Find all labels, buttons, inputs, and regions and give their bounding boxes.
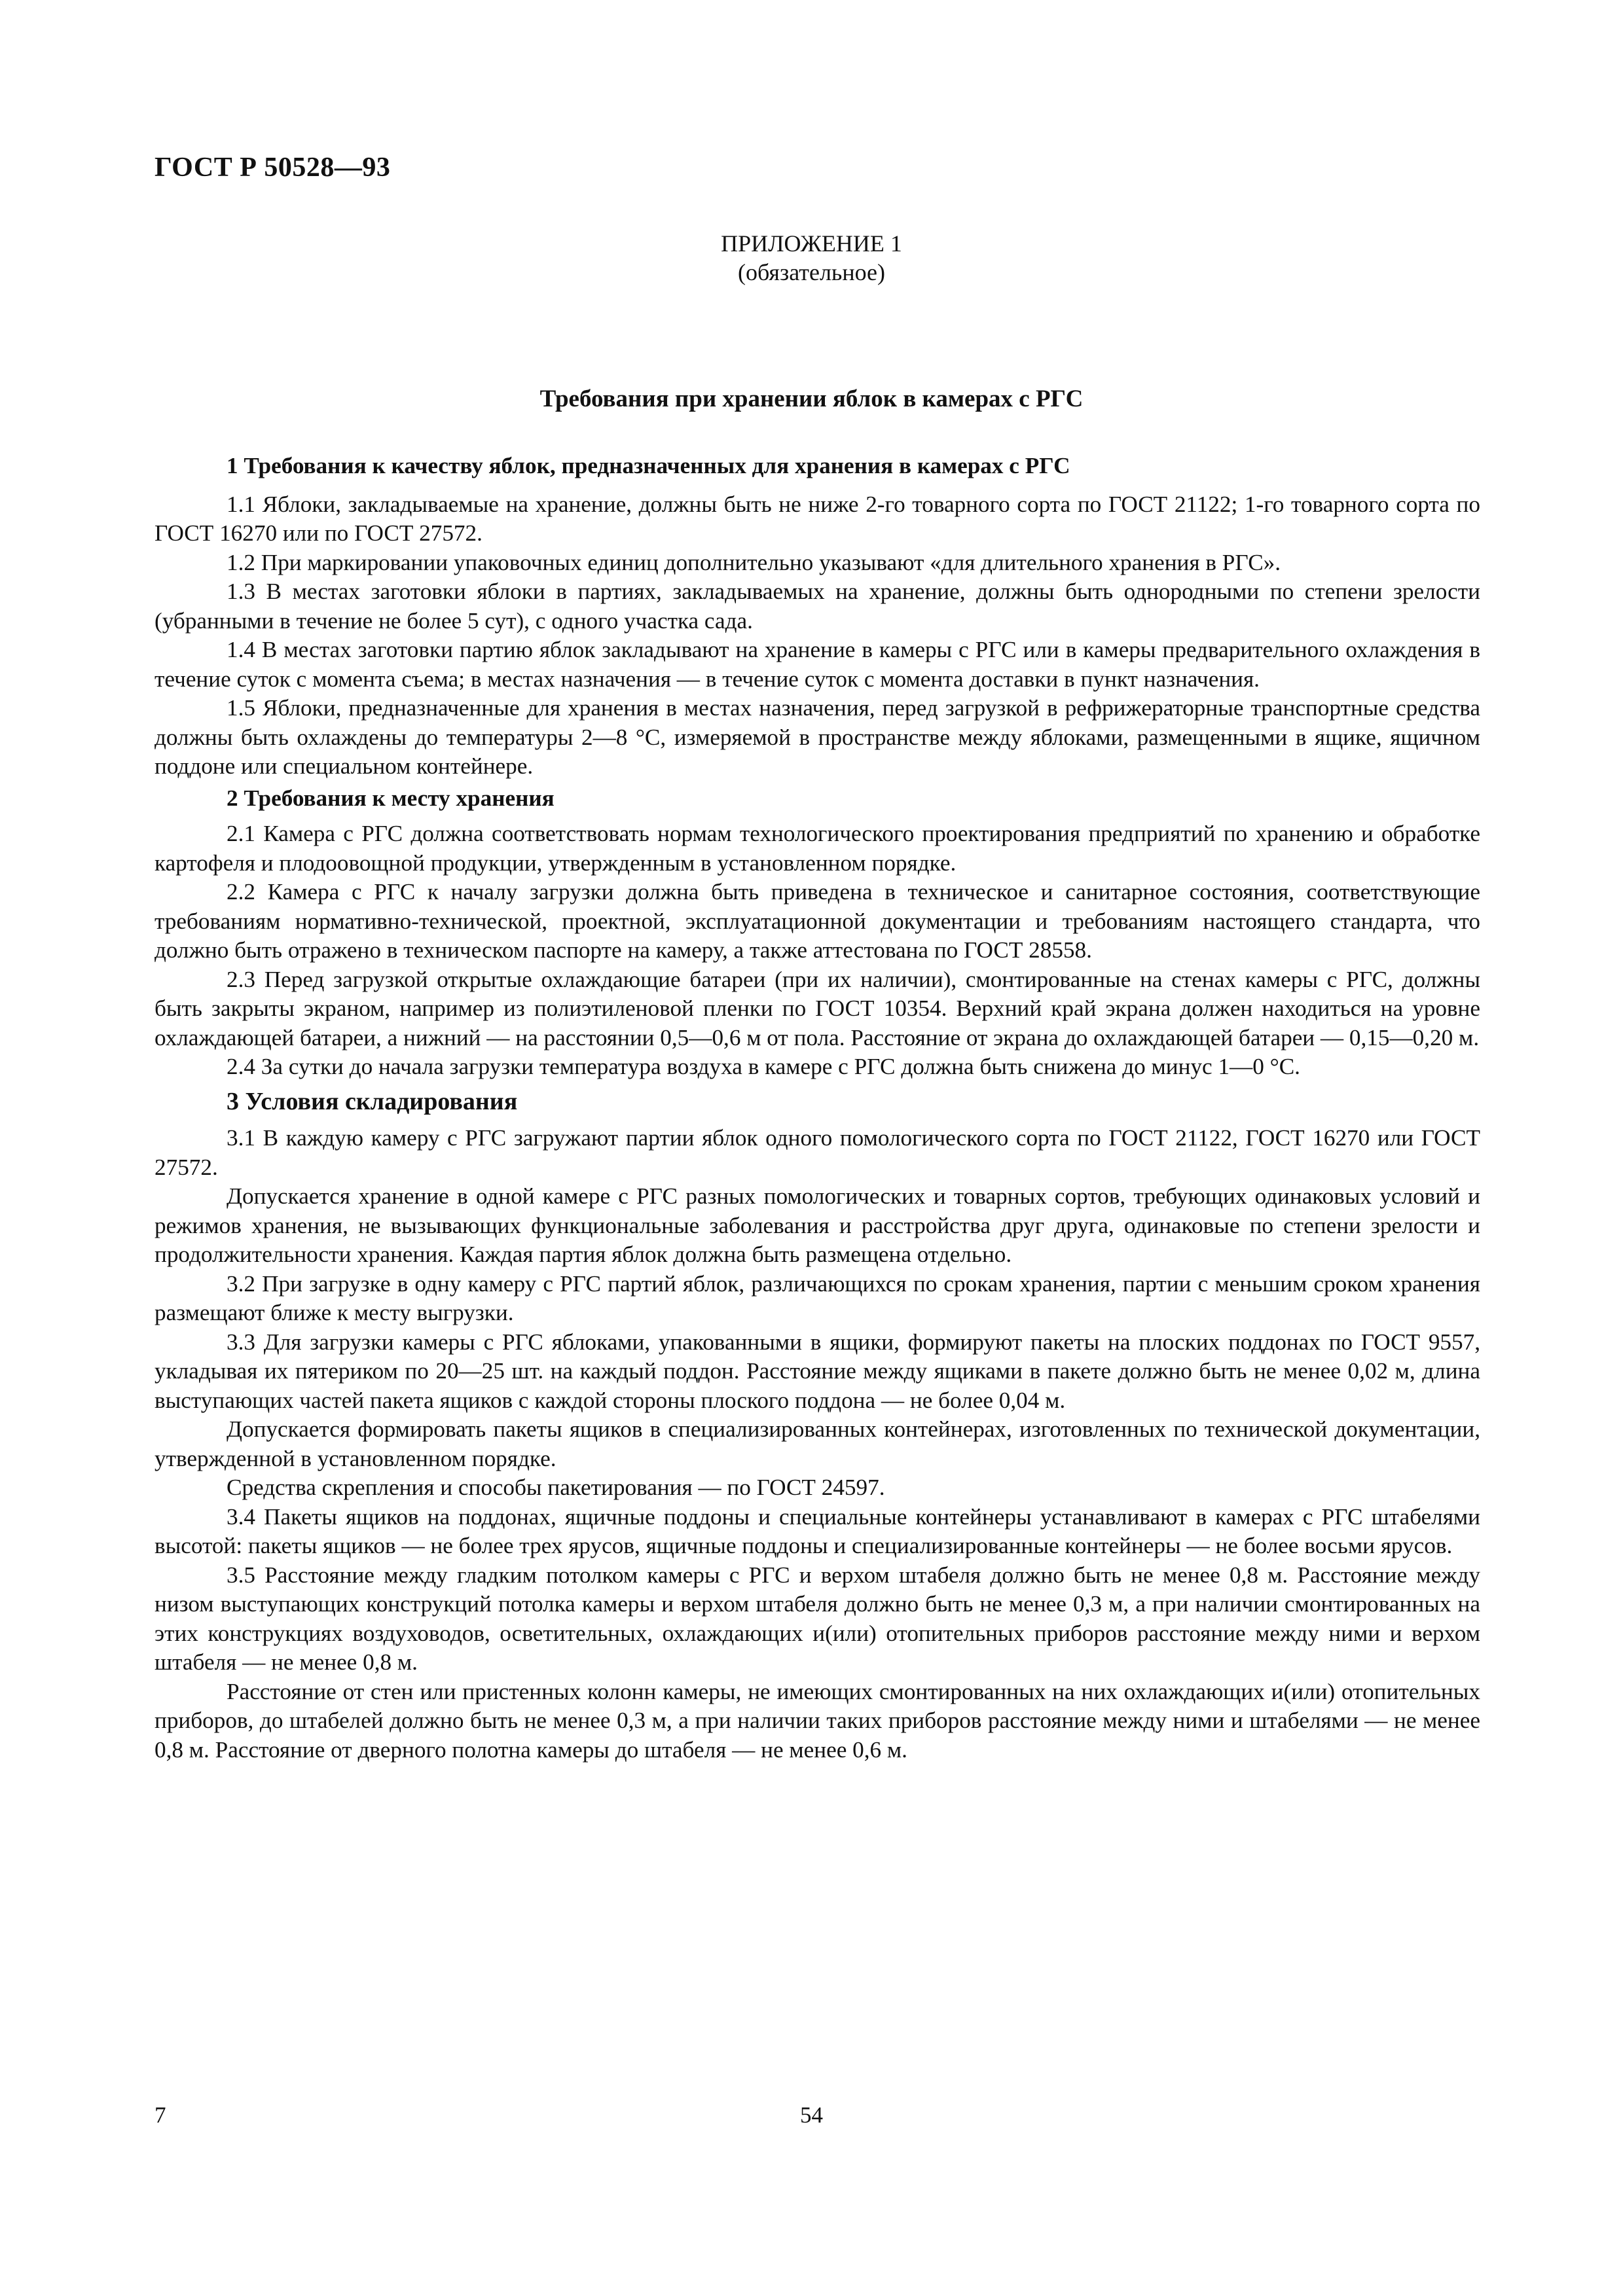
paragraph: 2.2 Камера с РГС к началу загрузки должна быть приведена в техническое и санитарное состояния, соответствующие требованиям нормативно-технической, проектной, эксплуатационной документации и требованиям настоящего стандарта, что должно быть отражено в техническом паспорте на камеру, а также аттестована по ГОСТ 28558. [155,879,1480,963]
appendix-status: (обязательное) [738,259,885,285]
paragraph: 3.2 При загрузке в одну камеру с РГС партий яблок, различающихся по срокам хранения, партии с меньшим сроком хранения размещают ближе к месту выгрузки. [155,1270,1480,1325]
paragraph: 3.3 Для загрузки камеры с РГС яблоками, упакованными в ящики, формируют пакеты на плоских поддонах по ГОСТ 9557, укладывая их пятериком по 20—25 шт. на каждый поддон. Расстояние между ящиками в пакете должно быть не менее 0,02 м, длина выступающих частей пакета ящиков с каждой стороны плоского поддона — не более 0,04 м. [155,1329,1480,1413]
paragraph: 2.3 Перед загрузкой открытые охлаждающие батареи (при их наличии), смонтированные на стенах камеры с РГС, должны быть закрыты экраном, например из полиэтиленовой пленки по ГОСТ 10354. Верхний край экрана должен находиться на уровне охлаждающей батареи, а нижний — на расстоянии 0,5—0,6 м от пола. Расстояние от экрана до охлаждающей батареи — 0,15—0,20 м. [155,966,1480,1050]
appendix-header [0,229,1623,287]
section-heading: 2 Требования к месту хранения [227,785,555,811]
section-heading: 1 Требования к качеству яблок, предназначенных для хранения в камерах с РГС [227,453,1070,478]
paragraph: 2.1 Камера с РГС должна соответствовать нормам технологического проектирования предприятий по хранению и обработке картофеля и плодоовощной продукции, утвержденным в установленном порядке. [155,821,1480,876]
paragraph: 3.1 В каждую камеру с РГС загружают партии яблок одного помологического сорта по ГОСТ 21122, ГОСТ 16270 или ГОСТ 27572. [155,1125,1480,1180]
paragraph: 1.1 Яблоки, закладываемые на хранение, должны быть не ниже 2-го товарного сорта по ГОСТ 21122; 1-го товарного сорта по ГОСТ 16270 или по ГОСТ 27572. [155,491,1480,546]
document-body [155,452,1480,1765]
paragraph: 3.5 Расстояние между гладким потолком камеры с РГС и верхом штабеля должно быть не менее 0,8 м. Расстояние между низом выступающих конструкций потолка камеры и верхом штабеля должно быть не менее 0,3 м, а при наличии смонтированных на этих конструкциях воздуховодов, осветительных, охлаждающих и(или) отопительных приборов расстояние между ними и верхом штабеля — не менее 0,8 м. [155,1562,1480,1675]
paragraph: 3.4 Пакеты ящиков на поддонах, ящичные поддоны и специальные контейнеры устанавливают в камерах с РГС штабелями высотой: пакеты ящиков — не более трех ярусов, ящичные поддоны и специализированные контейнеры — не более восьми ярусов. [155,1503,1480,1558]
paragraph: Допускается хранение в одной камере с РГС разных помологических и товарных сортов, требующих одинаковых условий и режимов хранения, не вызывающих функциональные заболевания и расстройства друг друга, одинаковые по степени зрелости и продолжительности хранения. Каждая партия яблок должна быть размещена отдельно. [155,1183,1480,1267]
paragraph: 2.4 За сутки до начала загрузки температура воздуха в камере с РГС должна быть снижена до минус 1—0 °C. [227,1054,1300,1079]
paragraph: 1.5 Яблоки, предназначенные для хранения в местах назначения, перед загрузкой в рефрижераторные транспортные средства должны быть охлаждены до температуры 2—8 °C, измеряемой в пространстве между яблоками, размещенными в ящике, ящичном поддоне или специальном контейнере. [155,695,1480,779]
document-code: ГОСТ Р 50528—93 [155,152,391,183]
footer-left-number: 7 [155,2102,166,2128]
paragraph: 1.4 В местах заготовки партию яблок закладывают на хранение в камеры с РГС или в камеры предварительного охлаждения в течение суток с момента съема; в местах назначения — в течение суток с момента доставки в пункт назначения. [155,637,1480,692]
section-heading: 3 Условия складирования [227,1087,518,1115]
paragraph: 1.2 При маркировании упаковочных единиц дополнительно указывают «для длительного хранения в РГС». [227,549,1281,575]
page-title: Требования при хранении яблок в камерах с РГС [539,386,1084,412]
paragraph: 1.3 В местах заготовки яблоки в партиях, закладываемых на хранение, должны быть однородными по степени зрелости (убранными в течение не более 5 сут), с одного участка сада. [155,579,1480,634]
page-number: 54 [800,2102,823,2128]
appendix-label: ПРИЛОЖЕНИЕ 1 [721,230,902,257]
paragraph: Допускается формировать пакеты ящиков в специализированных контейнерах, изготовленных по технической документации, утвержденной в установленном порядке. [155,1416,1480,1471]
paragraph: Средства скрепления и способы пакетирования — по ГОСТ 24597. [227,1475,885,1500]
paragraph: Расстояние от стен или пристенных колонн камеры, не имеющих смонтированных на них охлаждающих и(или) отопительных приборов, до штабелей должно быть не менее 0,3 м, а при наличии таких приборов расстояние между ними и штабелями — не менее 0,8 м. Расстояние от дверного полотна камеры до штабеля — не менее 0,6 м. [155,1678,1480,1763]
